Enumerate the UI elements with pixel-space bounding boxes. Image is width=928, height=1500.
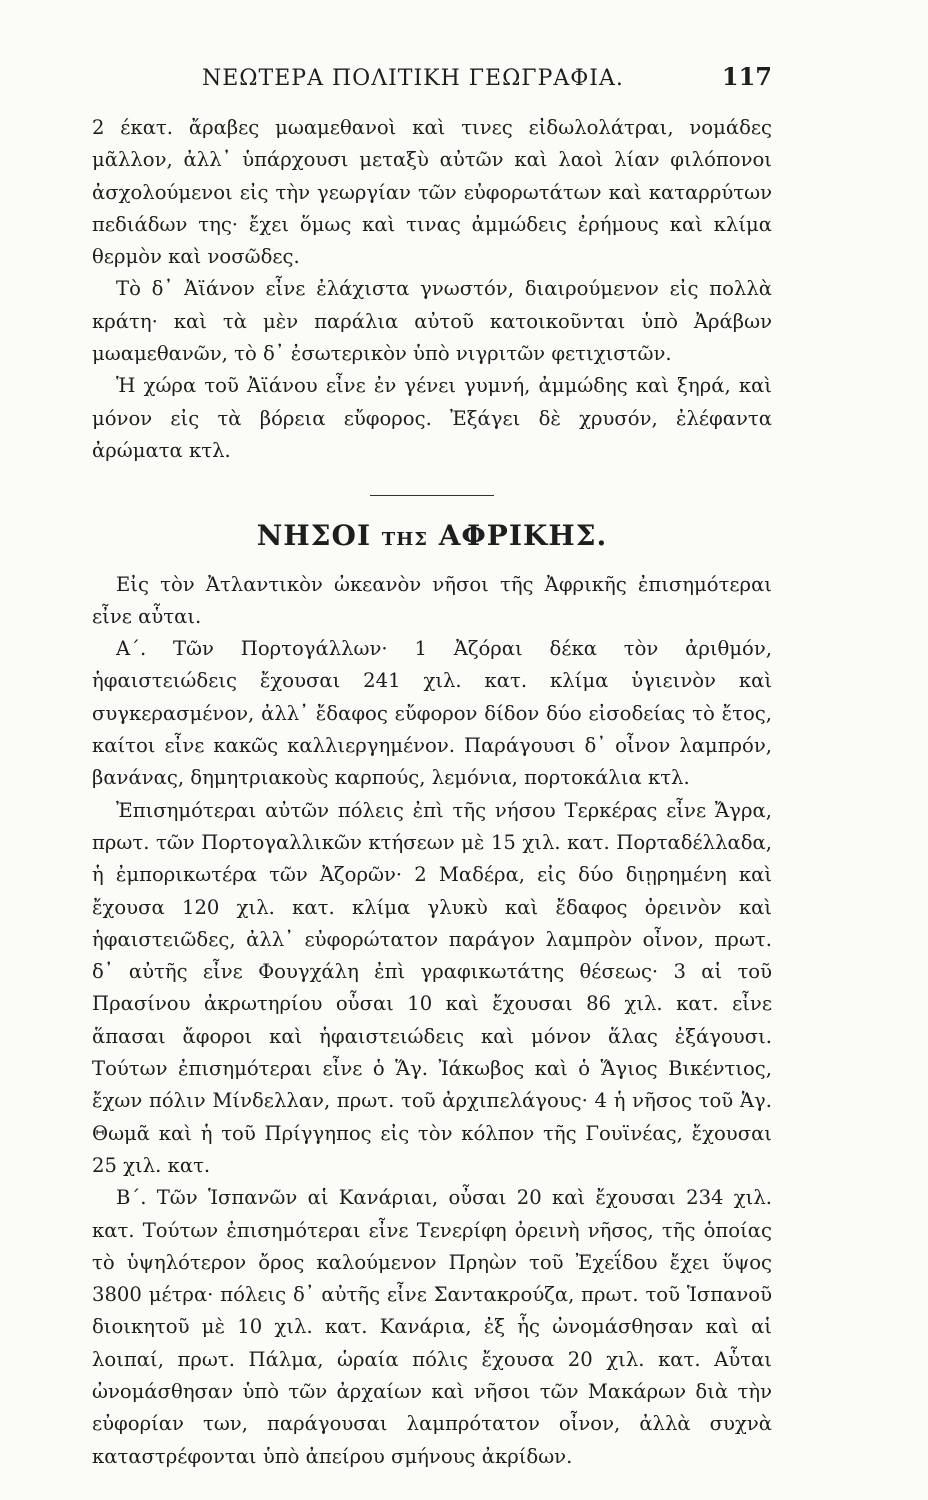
section-title-small: ΤΗΣ <box>381 529 428 551</box>
page-header <box>92 62 772 102</box>
paragraph: Τὸ δ᾽ Ἀϊάνον εἶνε ἐλάχιστα γνωστόν, διαιρούμενον εἰς πολλὰ κράτη· καὶ τὰ μὲν παράλια αὐτοῦ κατοικοῦνται ὑπὸ Ἀράβων μωαμεθανῶν, τὸ δ᾽ ἐσωτερικὸν ὑπὸ νιγριτῶν φετιχιστῶν. <box>92 277 772 366</box>
section-title <box>92 520 772 556</box>
section-divider <box>370 495 494 496</box>
paragraph: Α΄. Τῶν Πορτογάλλων· 1 Ἀζόραι δέκα τὸν ἀριθμόν, ἡφαιστειώδεις ἔχουσαι 241 χιλ. κατ. κλίμα ὑγιεινὸν καὶ συγκερασμένον, ἀλλ᾽ ἔδαφος εὔφορον δίδον δύο εἰσοδείας τὸ ἔτος, καίτοι εἶνε κακῶς καλλιεργημένον. Παράγουσι δ᾽ οἶνον λαμπρόν, βανάνας, δημητριακοὺς καρπούς, λεμόνια, πορτοκάλια κτλ. <box>92 637 772 790</box>
section-title-main: ΝΗΣΟΙ <box>256 519 372 553</box>
page-number: 117 <box>721 62 772 91</box>
paragraph: Ἐπισημότεραι αὐτῶν πόλεις ἐπὶ τῆς νήσου Τερκέρας εἶνε Ἄγρα, πρωτ. τῶν Πορτογαλλικῶν κτήσεων μὲ 15 χιλ. κατ. Πορταδέλλαδα, ἡ ἐμπορικωτέρα τῶν Ἀζορῶν· 2 Μαδέρα, εἰς δύο διῃρημένη καὶ ἔχουσα 120 χιλ. κατ. κλίμα γλυκὺ καὶ ἔδαφος ὀρεινὸν καὶ ἡφαιστειῶδες, ἀλλ᾽ εὐφορώτατον παράγον λαμπρὸν οἶνον, πρωτ. δ᾽ αὐτῆς εἶνε Φουγχάλη ἐπὶ γραφικωτάτης θέσεως· 3 αἱ τοῦ Πρασίνου ἀκρωτηρίου οὖσαι 10 καὶ ἔχουσαι 86 χιλ. κατ. εἶνε ἅπασαι ἄφοροι καὶ ἡφαιστειώδεις καὶ μόνον ἅλας ἐξάγουσι. Τούτων ἐπισημότεραι εἶνε ὁ Ἅγ. Ἰάκωβος καὶ ὁ Ἅγιος Βικέντιος, ἔχων πόλιν Μίνδελλαν, πρωτ. τοῦ ἀρχιπελάγους· 4 ἡ νῆσος τοῦ Ἁγ. Θωμᾶ καὶ ἡ τοῦ Πρίγγηπος εἰς τὸν κόλπον τῆς Γουϊνέας, ἔχουσαι 25 χιλ. κατ. <box>92 798 772 1177</box>
section-title-end: ΑΦΡΙΚΗΣ. <box>438 519 608 553</box>
paragraph: Β΄. Τῶν Ἱσπανῶν αἱ Κανάριαι, οὖσαι 20 καὶ ἔχουσαι 234 χιλ. κατ. Τούτων ἐπισημότεραι εἶνε Τενερίφη ὀρεινὴ νῆσος, τῆς ὁποίας τὸ ὑψηλότερον ὄρος καλούμενον Πρηὼν τοῦ Ἐχεΐδου ἔχει ὕψος 3800 μέτρα· πόλεις δ᾽ αὐτῆς εἶνε Σαντακρούζα, πρωτ. τοῦ Ἱσπανοῦ διοικητοῦ μὲ 10 χιλ. κατ. Κανάρια, ἐξ ἧς ὠνομάσθησαν καὶ αἱ λοιπαί, πρωτ. Πάλμα, ὡραία πόλις ἔχουσα 20 χιλ. κατ. Αὗται ὠνομάσθησαν ὑπὸ τῶν ἀρχαίων καὶ νῆσοι τῶν Μακάρων διὰ τὴν εὐφορίαν των, παράγουσαι λαμπρότατον οἶνον, ἀλλὰ συχνὰ καταστρέφονται ὑπὸ ἀπείρου σμήνους ἀκρίδων. <box>92 1186 772 1468</box>
page-body <box>92 112 772 1473</box>
paragraph: Ἡ χώρα τοῦ Ἀϊάνου εἶνε ἐν γένει γυμνή, ἀμμώδης καὶ ξηρά, καὶ μόνον εἰς τὰ βόρεια εὔφορος. Ἐξάγει δὲ χρυσόν, ἐλέφαντα ἀρώματα κτλ. <box>92 374 772 462</box>
paragraph: Εἰς τὸν Ἀτλαντικὸν ὠκεανὸν νῆσοι τῆς Ἀφρικῆς ἐπισημότεραι εἶνε αὗται. <box>92 572 772 628</box>
running-title: ΝΕΩΤΕΡΑ ΠΟΛΙΤΙΚΗ ΓΕΩΓΡΑΦΙΑ. <box>202 66 624 91</box>
paragraph: 2 έκατ. ἄραβες μωαμεθανοὶ καὶ τινες εἰδωλολάτραι, νομάδες μᾶλλον, ἀλλ᾽ ὑπάρχουσι μεταξὺ αὐτῶν καὶ λαοὶ λίαν φιλόπονοι ἀσχολούμενοι εἰς τὴν γεωργίαν τῶν εὐφορωτάτων καὶ καταρρύτων πεδιάδων της· ἔχει ὅμως καὶ τινας ἀμμώδεις ἐρήμους καὶ κλίμα θερμὸν καὶ νοσῶδες. <box>92 116 772 269</box>
